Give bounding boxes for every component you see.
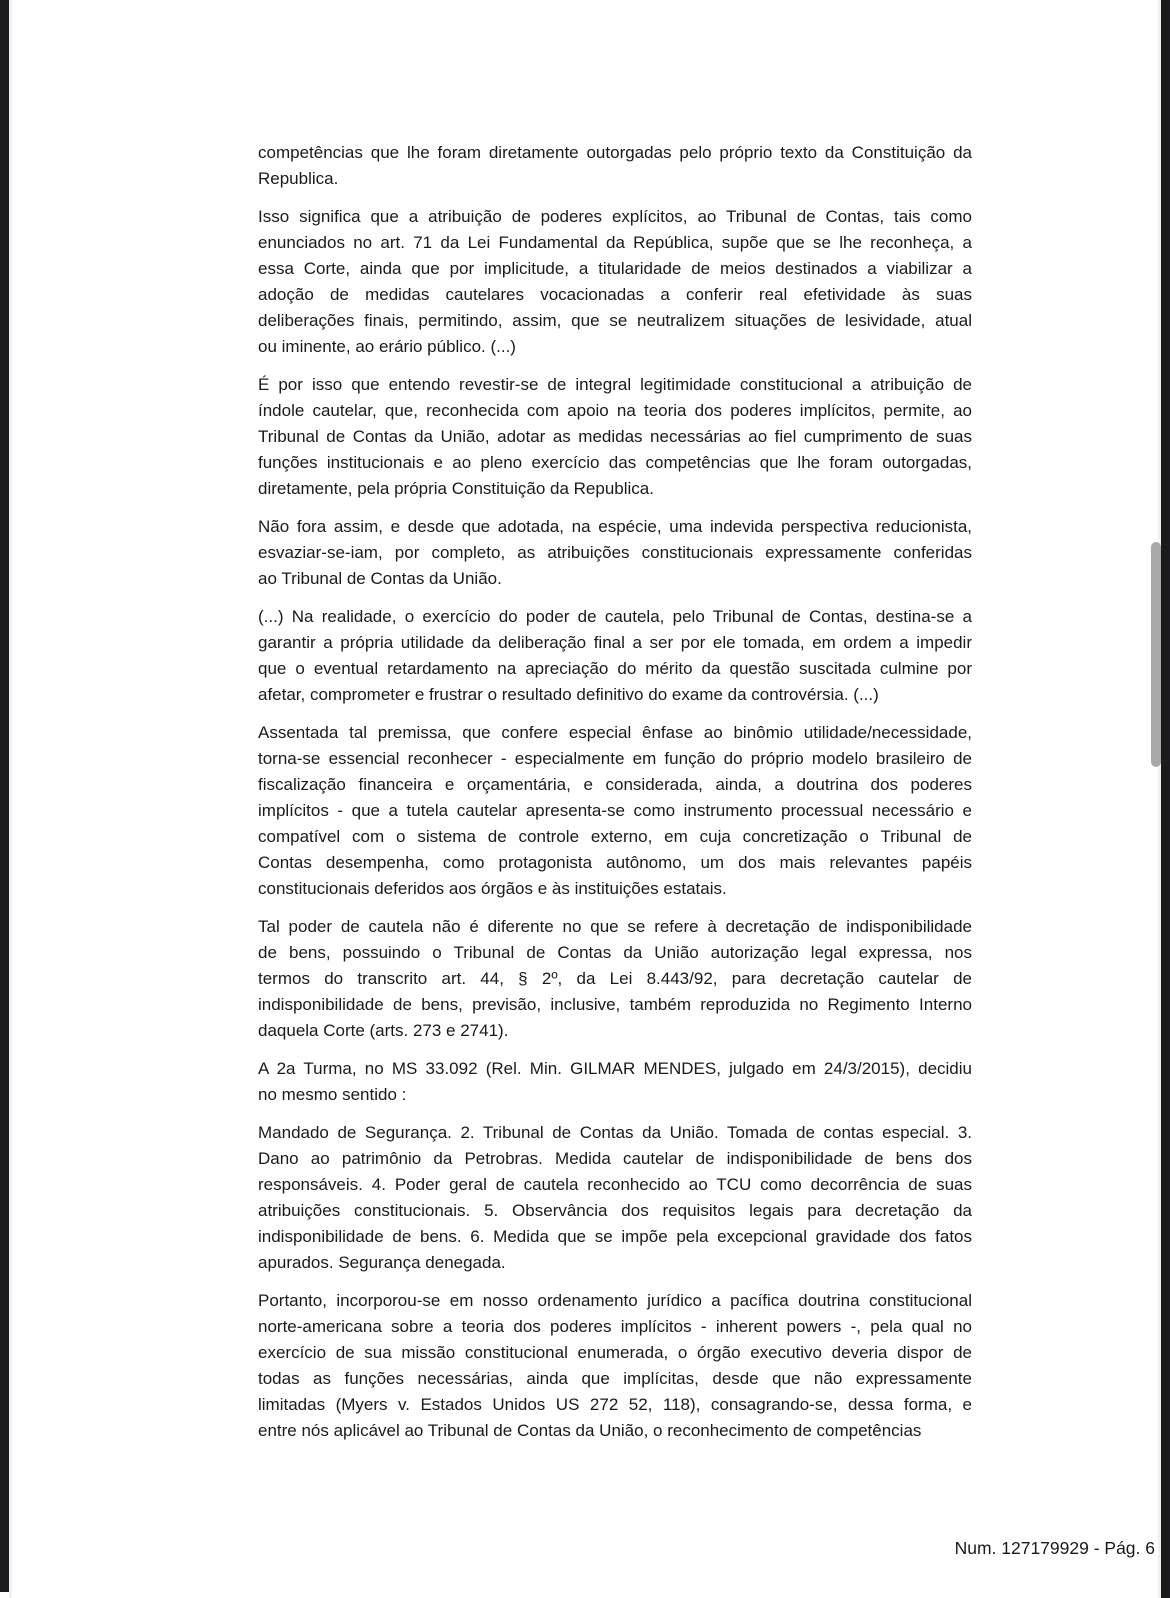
text-line: Assentada tal premissa, que confere especial ênfase ao binômio utilidade/necessidade, xyxy=(258,723,972,742)
left-edge-bar xyxy=(0,0,9,1592)
text-line: norte-americana sobre a teoria dos poderes implícitos - inherent powers -, pela qual no xyxy=(258,1317,972,1336)
text-line: implícitos - que a tutela cautelar apresenta-se como instrumento processual necessário e xyxy=(258,801,972,820)
text-line: indisponibilidade de bens. 6. Medida que se impõe pela excepcional gravidade dos fatos xyxy=(258,1227,972,1246)
text-line: competências que lhe foram diretamente outorgadas pelo próprio texto da Constituição da xyxy=(258,143,972,162)
right-edge-bar xyxy=(1161,0,1170,1598)
paragraph xyxy=(258,372,972,502)
text-line: Isso significa que a atribuição de poderes explícitos, ao Tribunal de Contas, tais como xyxy=(258,207,972,226)
text-line: Mandado de Segurança. 2. Tribunal de Contas da União. Tomada de contas especial. 3. xyxy=(258,1123,972,1142)
paragraph xyxy=(258,604,972,708)
paragraph xyxy=(258,204,972,360)
text-line: ao Tribunal de Contas da União. xyxy=(258,569,502,588)
text-line: no mesmo sentido : xyxy=(258,1085,407,1104)
text-line: A 2a Turma, no MS 33.092 (Rel. Min. GILMAR MENDES, julgado em 24/3/2015), decidiu xyxy=(258,1059,972,1078)
text-line: apurados. Segurança denegada. xyxy=(258,1253,506,1272)
paragraph xyxy=(258,720,972,902)
text-line: garantir a própria utilidade da deliberação final a ser por ele tomada, em ordem a impedir xyxy=(258,633,972,652)
text-line: Tal poder de cautela não é diferente no que se refere à decretação de indisponibilidade xyxy=(258,917,972,936)
text-line: responsáveis. 4. Poder geral de cautela reconhecido ao TCU como decorrência de suas xyxy=(258,1175,972,1194)
text-line: funções institucionais e ao pleno exercício das competências que lhe foram outorgadas, xyxy=(258,453,972,472)
text-line: Tribunal de Contas da União, adotar as medidas necessárias ao fiel cumprimento de suas xyxy=(258,427,972,446)
paragraph xyxy=(258,140,972,192)
text-line: exercício de sua missão constitucional enumerada, o órgão executivo deveria dispor de xyxy=(258,1343,972,1362)
text-line: Republica. xyxy=(258,169,339,188)
page-number-label: Num. 127179929 - Pág. 6 xyxy=(954,1538,1155,1558)
text-line: Contas desempenha, como protagonista autônomo, um dos mais relevantes papéis xyxy=(258,853,972,872)
text-line: adoção de medidas cautelares vocacionadas a conferir real efetividade às suas xyxy=(258,285,972,304)
text-line: (...) Na realidade, o exercício do poder de cautela, pelo Tribunal de Contas, destina-se a xyxy=(258,607,972,626)
paragraph xyxy=(258,914,972,1044)
text-line: torna-se essencial reconhecer - especialmente em função do próprio modelo brasileiro de xyxy=(258,749,972,768)
text-line: É por isso que entendo revestir-se de integral legitimidade constitucional a atribuição de xyxy=(258,375,972,394)
text-line: Não fora assim, e desde que adotada, na espécie, uma indevida perspectiva reducionista, xyxy=(258,517,972,536)
paragraph xyxy=(258,1120,972,1276)
text-line: indisponibilidade de bens, previsão, inclusive, também reproduzida no Regimento Interno xyxy=(258,995,972,1014)
text-line: ou iminente, ao erário público. (...) xyxy=(258,337,516,356)
document-body xyxy=(258,140,972,1456)
text-line: que o eventual retardamento na apreciação do mérito da questão suscitada culmine por xyxy=(258,659,972,678)
text-line: daquela Corte (arts. 273 e 2741). xyxy=(258,1021,509,1040)
text-line: compatível com o sistema de controle externo, em cuja concretização o Tribunal de xyxy=(258,827,972,846)
text-line: limitadas (Myers v. Estados Unidos US 272 52, 118), consagrando-se, dessa forma, e xyxy=(258,1395,972,1414)
text-line: esvaziar-se-iam, por completo, as atribuições constitucionais expressamente conferidas xyxy=(258,543,972,562)
text-line: constitucionais deferidos aos órgãos e às instituições estatais. xyxy=(258,879,727,898)
text-line: termos do transcrito art. 44, § 2º, da Lei 8.443/92, para decretação cautelar de xyxy=(258,969,972,988)
text-line: diretamente, pela própria Constituição da Republica. xyxy=(258,479,654,498)
text-line: Portanto, incorporou-se em nosso ordenamento jurídico a pacífica doutrina constitucional xyxy=(258,1291,972,1310)
text-line: Dano ao patrimônio da Petrobras. Medida cautelar de indisponibilidade de bens dos xyxy=(258,1149,972,1168)
scrollbar-thumb[interactable] xyxy=(1151,542,1161,767)
text-line: enunciados no art. 71 da Lei Fundamental da República, supõe que se lhe reconheça, a xyxy=(258,233,972,252)
paragraph xyxy=(258,1288,972,1444)
text-line: todas as funções necessárias, ainda que implícitas, desde que não expressamente xyxy=(258,1369,972,1388)
text-line: entre nós aplicável ao Tribunal de Contas da União, o reconhecimento de competências xyxy=(258,1421,922,1440)
text-line: afetar, comprometer e frustrar o resultado definitivo do exame da controvérsia. (...) xyxy=(258,685,879,704)
text-line: atribuições constitucionais. 5. Observância dos requisitos legais para decretação da xyxy=(258,1201,972,1220)
text-line: deliberações finais, permitindo, assim, que se neutralizem situações de lesividade, atual xyxy=(258,311,972,330)
paragraph xyxy=(258,514,972,592)
text-line: índole cautelar, que, reconhecida com apoio na teoria dos poderes implícitos, permite, ao xyxy=(258,401,972,420)
text-line: fiscalização financeira e orçamentária, e considerada, ainda, a doutrina dos poderes xyxy=(258,775,972,794)
text-line: essa Corte, ainda que por implicitude, a titularidade de meios destinados a viabilizar a xyxy=(258,259,972,278)
paragraph xyxy=(258,1056,972,1108)
text-line: de bens, possuindo o Tribunal de Contas da União autorização legal expressa, nos xyxy=(258,943,972,962)
left-edge-separator xyxy=(9,0,12,1598)
